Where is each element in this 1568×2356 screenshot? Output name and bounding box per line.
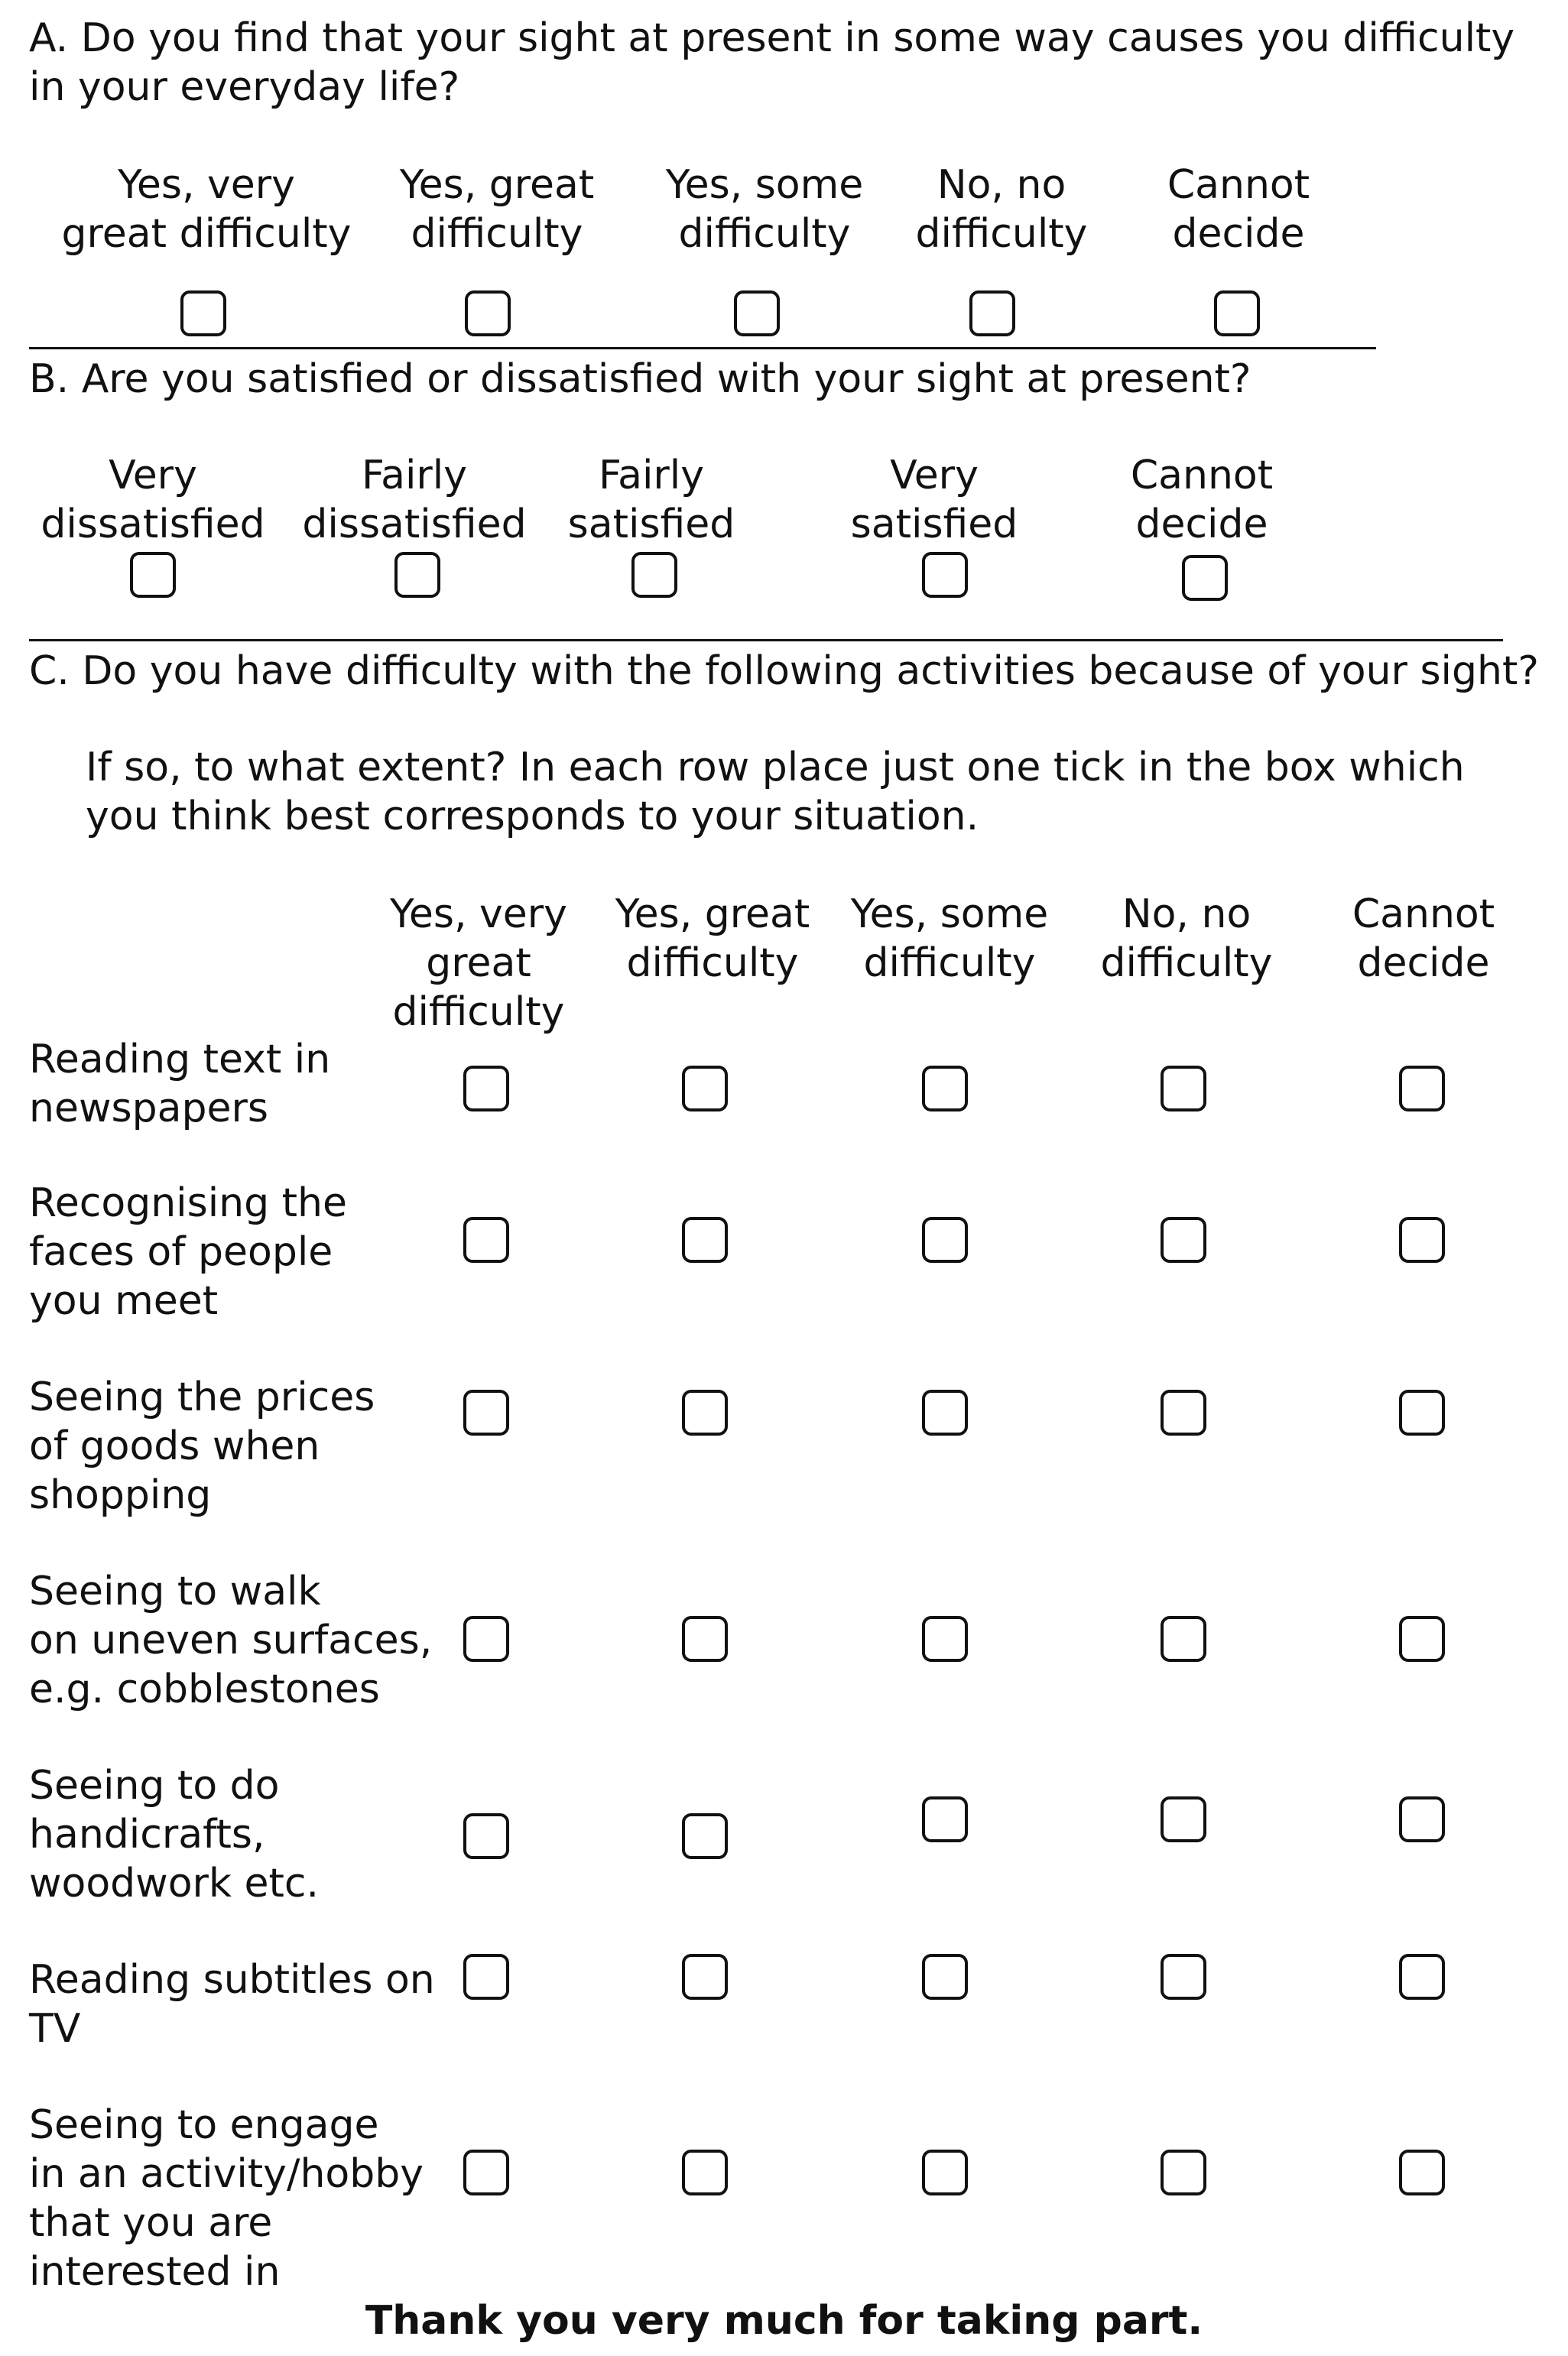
activity-4-checkbox-col-1[interactable] bbox=[463, 1616, 509, 1662]
question-b-option-label: Very dissatisfied bbox=[41, 453, 265, 547]
activity-7-checkbox-col-1[interactable] bbox=[463, 2150, 509, 2195]
activity-label: Seeing to do handicrafts, woodwork etc. bbox=[29, 1763, 320, 1907]
closing-thank-you: Thank you very much for taking part. bbox=[365, 2298, 1203, 2344]
question-a-checkbox-yes-great[interactable] bbox=[465, 290, 511, 336]
question-b-option-label: Fairly dissatisfied bbox=[302, 453, 527, 547]
activity-7-checkbox-col-4[interactable] bbox=[1161, 2150, 1206, 2195]
activity-6-checkbox-col-1[interactable] bbox=[463, 1954, 509, 2000]
activity-label: Recognising the faces of people you meet bbox=[29, 1180, 347, 1324]
activity-label: Seeing to engage in an activity/hobby that you are interested in bbox=[29, 2102, 424, 2295]
activity-2-checkbox-col-2[interactable] bbox=[682, 1217, 728, 1263]
activity-4-checkbox-col-2[interactable] bbox=[682, 1616, 728, 1662]
activity-1-checkbox-col-4[interactable] bbox=[1161, 1066, 1206, 1111]
question-b-checkbox-very-satisfied[interactable] bbox=[922, 552, 968, 598]
question-b-checkbox-cannot-decide[interactable] bbox=[1182, 555, 1228, 601]
question-a-text: A. Do you find that your sight at present in some way causes you difficulty in your everyday life? bbox=[29, 15, 1515, 110]
question-a-option-label: No, no difficulty bbox=[915, 162, 1088, 257]
activity-7-checkbox-col-3[interactable] bbox=[922, 2150, 968, 2195]
activity-5-checkbox-col-5[interactable] bbox=[1399, 1796, 1445, 1842]
question-b-checkbox-fairly-satisfied[interactable] bbox=[631, 552, 677, 598]
activity-5-checkbox-col-3[interactable] bbox=[922, 1796, 968, 1842]
activity-1-checkbox-col-5[interactable] bbox=[1399, 1066, 1445, 1111]
question-b-option-label: Fairly satisfied bbox=[567, 453, 735, 547]
question-c-column-header: Yes, great difficulty bbox=[615, 891, 810, 986]
activity-1-checkbox-col-2[interactable] bbox=[682, 1066, 728, 1111]
activity-4-checkbox-col-3[interactable] bbox=[922, 1616, 968, 1662]
activity-6-checkbox-col-2[interactable] bbox=[682, 1954, 728, 2000]
section-divider bbox=[29, 347, 1376, 349]
activity-6-checkbox-col-5[interactable] bbox=[1399, 1954, 1445, 2000]
activity-3-checkbox-col-5[interactable] bbox=[1399, 1390, 1445, 1436]
question-a-option-label: Cannot decide bbox=[1167, 162, 1310, 257]
section-divider bbox=[29, 639, 1503, 641]
question-a-option-label: Yes, some difficulty bbox=[665, 162, 864, 257]
activity-4-checkbox-col-4[interactable] bbox=[1161, 1616, 1206, 1662]
question-c-column-header: Yes, very great difficulty bbox=[390, 891, 567, 1035]
question-a-checkbox-no[interactable] bbox=[969, 290, 1015, 336]
question-c-text: C. Do you have difficulty with the following activities because of your sight? bbox=[29, 648, 1539, 694]
question-b-option-label: Cannot decide bbox=[1130, 453, 1274, 547]
activity-label: Seeing the prices of goods when shopping bbox=[29, 1374, 375, 1518]
question-a-checkbox-yes-very-great[interactable] bbox=[180, 290, 226, 336]
question-b-checkbox-very-dissatisfied[interactable] bbox=[130, 552, 176, 598]
activity-1-checkbox-col-3[interactable] bbox=[922, 1066, 968, 1111]
question-a-option-label: Yes, very great difficulty bbox=[61, 162, 352, 257]
activity-label: Reading text in newspapers bbox=[29, 1037, 331, 1131]
question-c-column-header: Cannot decide bbox=[1352, 891, 1495, 986]
activity-6-checkbox-col-4[interactable] bbox=[1161, 1954, 1206, 2000]
activity-5-checkbox-col-1[interactable] bbox=[463, 1813, 509, 1859]
question-a-option-label: Yes, great difficulty bbox=[399, 162, 595, 257]
activity-label: Seeing to walk on uneven surfaces, e.g. cobblestones bbox=[29, 1569, 433, 1712]
activity-3-checkbox-col-2[interactable] bbox=[682, 1390, 728, 1436]
question-a-checkbox-cannot-decide[interactable] bbox=[1214, 290, 1260, 336]
activity-label: Reading subtitles on TV bbox=[29, 1957, 435, 2052]
question-b-checkbox-fairly-dissatisfied[interactable] bbox=[394, 552, 440, 598]
activity-3-checkbox-col-3[interactable] bbox=[922, 1390, 968, 1436]
question-a-checkbox-yes-some[interactable] bbox=[734, 290, 780, 336]
activity-5-checkbox-col-2[interactable] bbox=[682, 1813, 728, 1859]
activity-2-checkbox-col-5[interactable] bbox=[1399, 1217, 1445, 1263]
question-c-instructions: If so, to what extent? In each row place just one tick in the box which you think best corresponds to your situation. bbox=[86, 745, 1465, 839]
activity-7-checkbox-col-5[interactable] bbox=[1399, 2150, 1445, 2195]
activity-3-checkbox-col-4[interactable] bbox=[1161, 1390, 1206, 1436]
question-b-option-label: Very satisfied bbox=[850, 453, 1018, 547]
activity-4-checkbox-col-5[interactable] bbox=[1399, 1616, 1445, 1662]
question-c-column-header: Yes, some difficulty bbox=[850, 891, 1049, 986]
activity-6-checkbox-col-3[interactable] bbox=[922, 1954, 968, 2000]
activity-2-checkbox-col-1[interactable] bbox=[463, 1217, 509, 1263]
question-b-text: B. Are you satisfied or dissatisfied with your sight at present? bbox=[29, 356, 1251, 402]
activity-2-checkbox-col-3[interactable] bbox=[922, 1217, 968, 1263]
activity-3-checkbox-col-1[interactable] bbox=[463, 1390, 509, 1436]
activity-2-checkbox-col-4[interactable] bbox=[1161, 1217, 1206, 1263]
question-c-column-header: No, no difficulty bbox=[1100, 891, 1273, 986]
activity-1-checkbox-col-1[interactable] bbox=[463, 1066, 509, 1111]
activity-7-checkbox-col-2[interactable] bbox=[682, 2150, 728, 2195]
activity-5-checkbox-col-4[interactable] bbox=[1161, 1796, 1206, 1842]
